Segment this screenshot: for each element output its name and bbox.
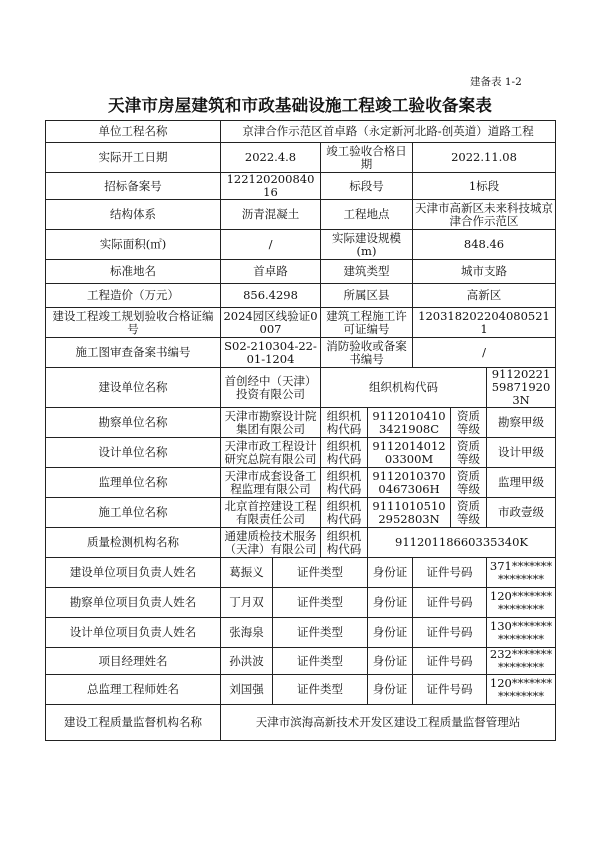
project-name-label: 单位工程名称: [46, 121, 221, 143]
row-person-chief-supervisor: [46, 675, 556, 705]
unit-name: 天津市勘察设计院集团有限公司: [221, 408, 321, 438]
row-project-name: [46, 121, 556, 143]
drawing-review-value: S02-210304-22-01-1204: [221, 338, 321, 368]
unit-qual-label: 资质等级: [451, 408, 487, 438]
actual-scale-value: 848.46: [413, 230, 556, 260]
project-location-value: 天津市高新区未来科技城京津合作示范区: [413, 200, 556, 230]
form-number: 建备表 1-2: [470, 76, 522, 88]
row-tender: [46, 173, 556, 200]
unit-role: 勘察单位名称: [46, 408, 221, 438]
cert-type-label: 证件类型: [273, 558, 368, 588]
acceptance-date-label: 竣工验收合格日期: [321, 143, 413, 173]
quality-test-label: 质量检测机构名称: [46, 528, 221, 558]
unit-code: 911201037​00467306H: [368, 468, 451, 498]
fire-acceptance-label: 消防验收或备案书编号: [321, 338, 413, 368]
quality-test-code: 91120118660335340K: [368, 528, 556, 558]
unit-qual-label: 资质等级: [451, 498, 487, 528]
cert-no-label: 证件号码: [413, 648, 487, 675]
builder-label: 建设单位名称: [46, 368, 221, 408]
unit-role: 监理单位名称: [46, 468, 221, 498]
cert-type: 身份证: [368, 648, 413, 675]
cert-no: 130***************: [487, 618, 556, 648]
cert-type: 身份证: [368, 588, 413, 618]
row-supervision-agency: [46, 705, 556, 741]
quality-test-code-label: 组织机构代码: [321, 528, 368, 558]
structure-type-value: 沥青混凝土: [221, 200, 321, 230]
person-name: 丁月双: [221, 588, 273, 618]
cert-no: 232***************: [487, 648, 556, 675]
standard-address-label: 标准地名: [46, 260, 221, 284]
cert-type-label: 证件类型: [273, 618, 368, 648]
person-name: 刘国强: [221, 675, 273, 705]
unit-code-label: 组织机构代码: [321, 408, 368, 438]
person-name: 张海泉: [221, 618, 273, 648]
row-structure: [46, 200, 556, 230]
supervision-value: 天津市滨海高新技术开发区建设工程质量监督管理站: [221, 705, 556, 741]
person-role: 总监理工程师姓名: [46, 675, 221, 705]
unit-qual: 市政壹级: [487, 498, 556, 528]
drawing-review-label: 施工图审查备案书编号: [46, 338, 221, 368]
builder-code-label: 组织机构代码: [321, 368, 487, 408]
row-area: [46, 230, 556, 260]
construction-permit-value: 120318202204080521​1: [413, 308, 556, 338]
tender-record-label: 招标备案号: [46, 173, 221, 200]
cert-no-label: 证件号码: [413, 618, 487, 648]
cert-type: 身份证: [368, 675, 413, 705]
unit-qual: 设计甲级: [487, 438, 556, 468]
row-quality-test: [46, 528, 556, 558]
cert-no: 120***************: [487, 588, 556, 618]
row-person-survey: [46, 588, 556, 618]
builder-name: 首创经中（天津）投资有限公司: [221, 368, 321, 408]
unit-code-label: 组织机构代码: [321, 438, 368, 468]
unit-name: 天津市政工程设计研究总院有限公司: [221, 438, 321, 468]
cert-type: 身份证: [368, 558, 413, 588]
row-person-builder: [46, 558, 556, 588]
person-role: 设计单位项目负责人姓名: [46, 618, 221, 648]
builder-code: 91120221598719203N: [487, 368, 556, 408]
row-dates: [46, 143, 556, 173]
construction-permit-label: 建筑工程施工许可证编号: [321, 308, 413, 338]
district-label: 所属区县: [321, 284, 413, 308]
unit-code: 911101051​02952803N: [368, 498, 451, 528]
section-no-label: 标段号: [321, 173, 413, 200]
unit-name: 天津市成套设备工程监理有限公司: [221, 468, 321, 498]
district-value: 高新区: [413, 284, 556, 308]
person-role: 建设单位项目负责人姓名: [46, 558, 221, 588]
row-person-design: [46, 618, 556, 648]
actual-scale-label: 实际建设规模(m): [321, 230, 413, 260]
quality-test-name: 通建质检技术服务（天津）有限公司: [221, 528, 321, 558]
planning-cert-label: 建设工程竣工规划验收合格证编号: [46, 308, 221, 338]
row-builder: [46, 368, 556, 408]
project-cost-label: 工程造价（万元）: [46, 284, 221, 308]
project-location-label: 工程地点: [321, 200, 413, 230]
cert-no-label: 证件号码: [413, 675, 487, 705]
cert-type-label: 证件类型: [273, 648, 368, 675]
cert-no-label: 证件号码: [413, 588, 487, 618]
cert-type-label: 证件类型: [273, 675, 368, 705]
row-unit-construction: [46, 498, 556, 528]
unit-role: 施工单位名称: [46, 498, 221, 528]
building-type-value: 城市支路: [413, 260, 556, 284]
cert-type: 身份证: [368, 618, 413, 648]
unit-code: 911201401​203300M: [368, 438, 451, 468]
row-person-manager: [46, 648, 556, 675]
row-reviews: [46, 338, 556, 368]
document-title: 天津市房屋建筑和市政基础设施工程竣工验收备案表: [107, 96, 493, 115]
unit-qual-label: 资质等级: [451, 438, 487, 468]
section-no-value: 1标段: [413, 173, 556, 200]
person-role: 勘察单位项目负责人姓名: [46, 588, 221, 618]
unit-qual: 监理甲级: [487, 468, 556, 498]
building-type-label: 建筑类型: [321, 260, 413, 284]
row-unit-survey: [46, 408, 556, 438]
person-role: 项目经理姓名: [46, 648, 221, 675]
unit-code-label: 组织机构代码: [321, 468, 368, 498]
project-name-value: 京津合作示范区首卓路（永定新河北路-创英道）道路工程: [221, 121, 556, 143]
row-cost: [46, 284, 556, 308]
acceptance-date-value: 2022.11.08: [413, 143, 556, 173]
unit-qual: 勘察甲级: [487, 408, 556, 438]
row-address: [46, 260, 556, 284]
start-date-value: 2022.4.8: [221, 143, 321, 173]
structure-type-label: 结构体系: [46, 200, 221, 230]
planning-cert-value: 2024园区线验证0007: [221, 308, 321, 338]
unit-name: 北京首控建设工程有限责任公司: [221, 498, 321, 528]
person-name: 孙洪波: [221, 648, 273, 675]
cert-no-label: 证件号码: [413, 558, 487, 588]
cert-type-label: 证件类型: [273, 588, 368, 618]
row-unit-supervision: [46, 468, 556, 498]
tender-record-value: 12212020084016: [221, 173, 321, 200]
row-unit-design: [46, 438, 556, 468]
standard-address-value: 首卓路: [221, 260, 321, 284]
record-table: [45, 120, 556, 741]
cert-no: 371***************: [487, 558, 556, 588]
cert-no: 120***************: [487, 675, 556, 705]
unit-code: 911201041​03421908C: [368, 408, 451, 438]
project-cost-value: 856.4298: [221, 284, 321, 308]
unit-role: 设计单位名称: [46, 438, 221, 468]
fire-acceptance-value: /: [413, 338, 556, 368]
supervision-label: 建设工程质量监督机构名称: [46, 705, 221, 741]
person-name: 葛振义: [221, 558, 273, 588]
unit-qual-label: 资质等级: [451, 468, 487, 498]
row-permits: [46, 308, 556, 338]
actual-area-value: /: [221, 230, 321, 260]
actual-area-label: 实际面积(㎡): [46, 230, 221, 260]
unit-code-label: 组织机构代码: [321, 498, 368, 528]
start-date-label: 实际开工日期: [46, 143, 221, 173]
